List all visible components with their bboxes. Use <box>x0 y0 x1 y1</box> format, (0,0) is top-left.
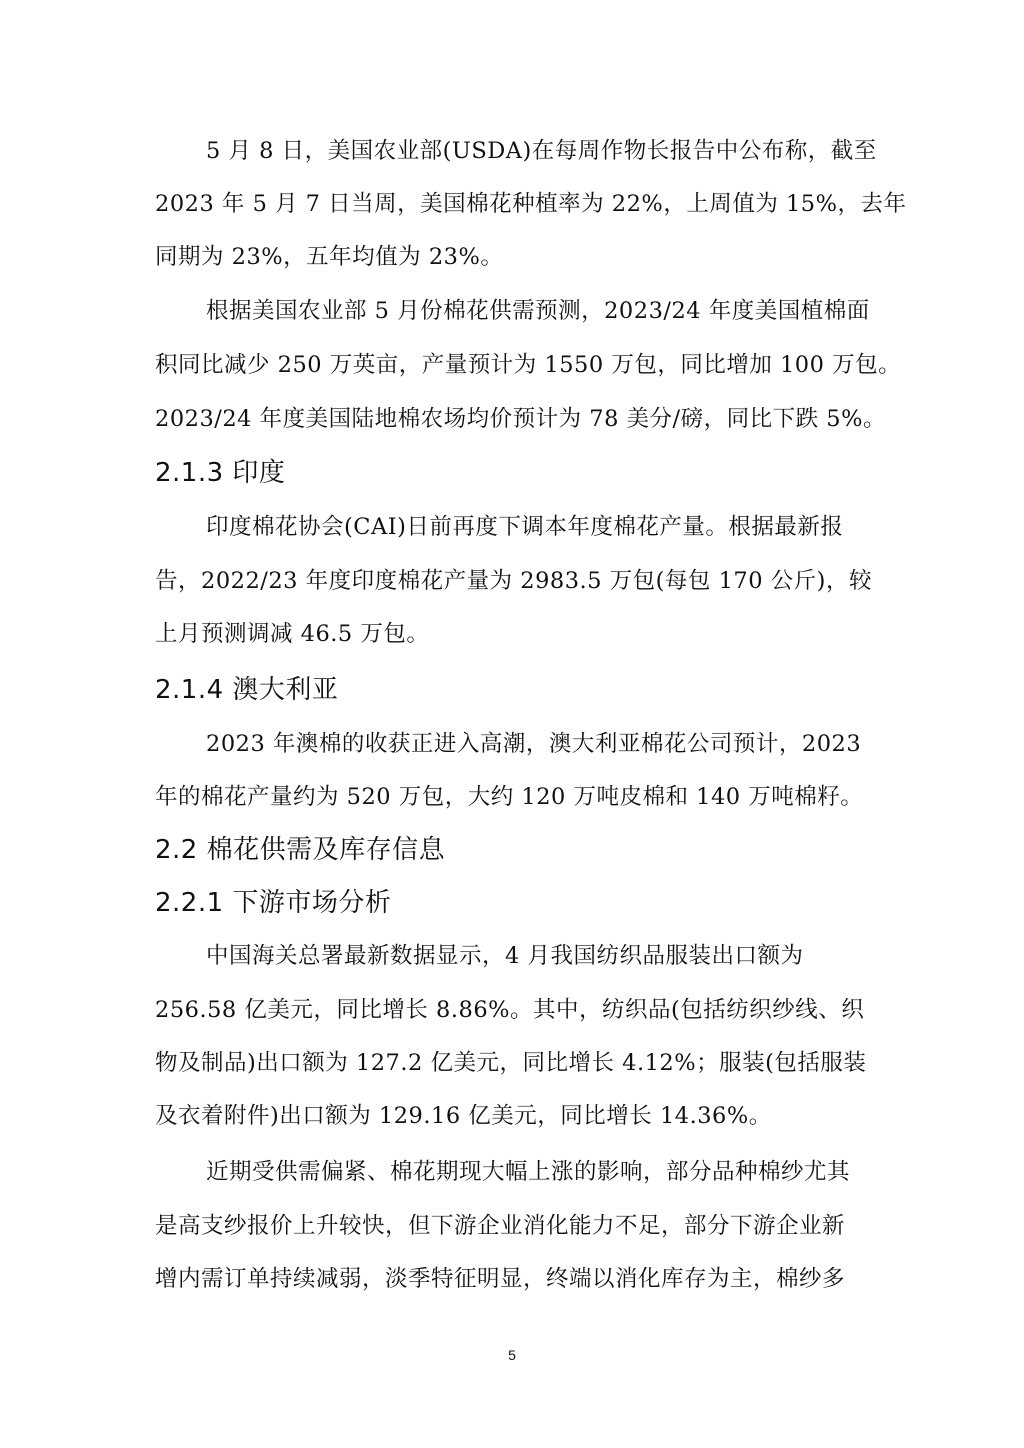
page-number: 5 <box>508 1347 516 1363</box>
paragraph-usda-line-1: 5 月 8 日，美国农业部(USDA)在每周作物长报告中公布称，截至 <box>206 138 877 164</box>
paragraph-customs-line-2: 256.58 亿美元，同比增长 8.86%。其中，纺织品(包括纺织纱线、织 <box>155 997 865 1023</box>
paragraph-usda-forecast-line-3: 2023/24 年度美国陆地棉农场均价预计为 78 美分/磅，同比下跌 5%。 <box>155 406 886 432</box>
paragraph-usda-line-2: 2023 年 5 月 7 日当周，美国棉花种植率为 22%，上周值为 15%，去年 <box>155 191 907 217</box>
heading-2-1-4: 2.1.4 澳大利亚 <box>155 675 339 705</box>
paragraph-australia-line-1: 2023 年澳棉的收获正进入高潮，澳大利亚棉花公司预计，2023 <box>206 731 862 757</box>
paragraph-customs-line-3: 物及制品)出口额为 127.2 亿美元，同比增长 4.12%；服装(包括服装 <box>155 1050 867 1076</box>
paragraph-india-line-3: 上月预测调减 46.5 万包。 <box>155 621 430 647</box>
heading-2-2-1: 2.2.1 下游市场分析 <box>155 888 392 918</box>
paragraph-india-line-1: 印度棉花协会(CAI)日前再度下调本年度棉花产量。根据最新报 <box>206 514 844 540</box>
paragraph-usda-forecast-line-2: 积同比减少 250 万英亩，产量预计为 1550 万包，同比增加 100 万包。 <box>155 352 902 378</box>
paragraph-demand-line-2: 是高支纱报价上升较快，但下游企业消化能力不足，部分下游企业新 <box>155 1213 846 1239</box>
paragraph-usda-forecast-line-1: 根据美国农业部 5 月份棉花供需预测，2023/24 年度美国植棉面 <box>206 298 870 324</box>
paragraph-demand-line-3: 增内需订单持续减弱，淡季特征明显，终端以消化库存为主，棉纱多 <box>155 1266 846 1292</box>
paragraph-customs-line-4: 及衣着附件)出口额为 129.16 亿美元，同比增长 14.36%。 <box>155 1103 772 1129</box>
paragraph-demand-line-1: 近期受供需偏紧、棉花期现大幅上涨的影响，部分品种棉纱尤其 <box>206 1159 851 1185</box>
paragraph-customs-line-1: 中国海关总署最新数据显示，4 月我国纺织品服装出口额为 <box>206 943 804 969</box>
paragraph-usda-line-3: 同期为 23%，五年均值为 23%。 <box>155 244 504 270</box>
paragraph-india-line-2: 告，2022/23 年度印度棉花产量为 2983.5 万包(每包 170 公斤)，较 <box>155 568 872 594</box>
heading-2-2: 2.2 棉花供需及库存信息 <box>155 835 446 865</box>
paragraph-australia-line-2: 年的棉花产量约为 520 万包，大约 120 万吨皮棉和 140 万吨棉籽。 <box>155 784 864 810</box>
heading-2-1-3: 2.1.3 印度 <box>155 458 286 488</box>
